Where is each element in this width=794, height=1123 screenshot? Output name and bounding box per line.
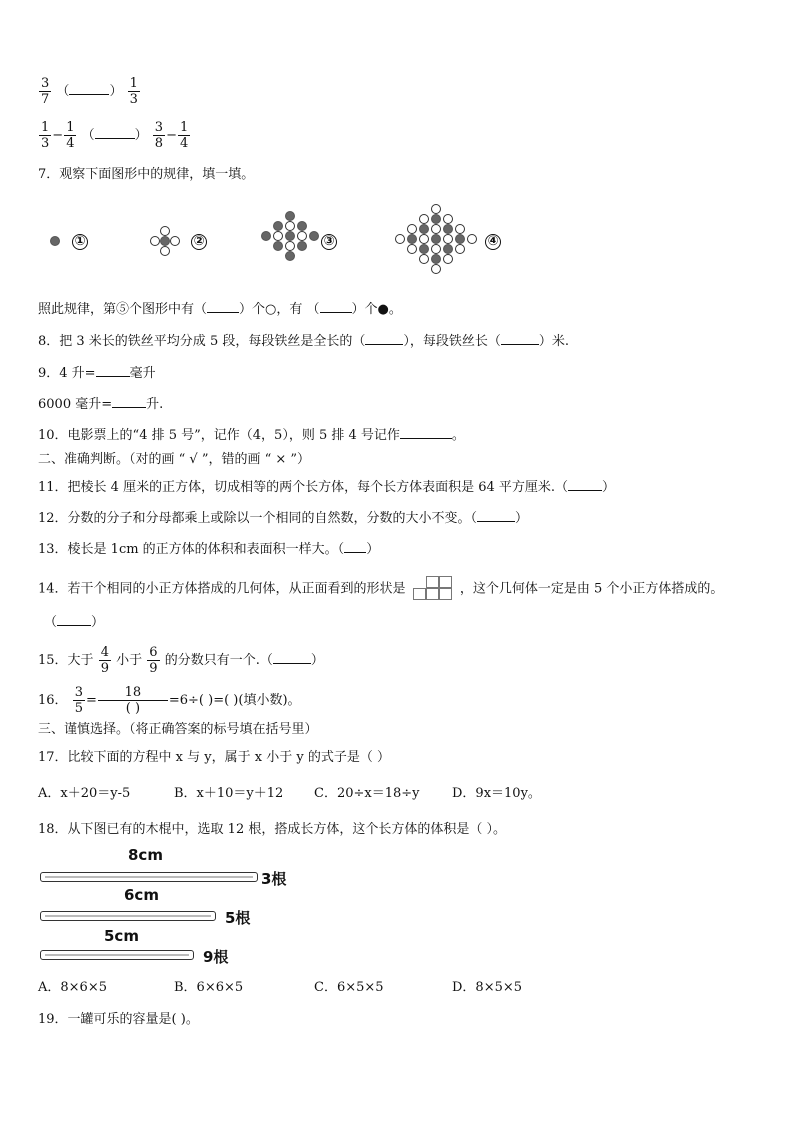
fraction: $\frac{18}{( )}$ <box>98 685 168 716</box>
figure-label-3: ③ <box>321 234 337 250</box>
option-c[interactable]: C．20÷x＝18÷y <box>314 786 420 801</box>
question-11: 11．把棱长 4 厘米的正方体，切成相等的两个长方体，每个长方体表面积是 64 平方厘米.（ ） <box>38 480 616 495</box>
compare-row-1: $\frac{3}{7}$ （ ） $\frac{1}{3}$ <box>41 76 138 107</box>
answer-blank[interactable] <box>96 364 130 377</box>
answer-blank[interactable] <box>501 332 539 345</box>
fraction: $\frac{3}{8}$ <box>154 120 164 151</box>
section-2-heading: 二、准确判断。（对的画 “ √ ”，错的画 “ × ”） <box>38 452 311 467</box>
stick-count-label: 3根 <box>261 870 287 888</box>
stick-6cm <box>40 911 216 921</box>
option-d[interactable]: D．9x＝10y。 <box>452 786 541 801</box>
fraction: $\frac{1}{3}$ <box>129 76 138 107</box>
answer-blank[interactable] <box>320 300 352 313</box>
stick-8cm <box>40 872 258 882</box>
answer-blank[interactable] <box>365 332 403 345</box>
fraction: $\frac{3}{5}$ <box>74 685 83 716</box>
option-d[interactable]: D．8×5×5 <box>452 980 523 995</box>
answer-blank[interactable] <box>112 395 146 408</box>
question-13: 13．棱长是 1cm 的正方体的体积和表面积一样大。（ ） <box>38 542 380 557</box>
option-a[interactable]: A．x＋20＝y-5 <box>38 786 131 801</box>
figure-label-4: ④ <box>485 234 501 250</box>
stick-5cm <box>40 950 194 960</box>
answer-blank[interactable] <box>273 651 311 664</box>
fraction: $\frac{6}{9}$ <box>149 645 158 676</box>
question-18-stem: 18．从下图已有的木棍中，选取 12 根，搭成长方体，这个长方体的体积是（ ）。 <box>38 822 506 837</box>
question-9-b: 6000 毫升= 升. <box>38 397 164 412</box>
front-view-icon <box>412 576 454 602</box>
fraction: $\frac{4}{9}$ <box>100 645 109 676</box>
question-18-options <box>38 979 522 997</box>
question-9-a: 9．4 升= 毫升 <box>38 366 156 381</box>
compare-row-2: $\frac{1}{3}$ − $\frac{1}{4}$ （ ） $\frac{3}{8}$ − $\frac{1}{4}$ <box>41 120 189 151</box>
question-17-stem: 17．比较下面的方程中 x 与 y，属于 x 小于 y 的式子是（ ） <box>38 750 390 765</box>
stick-length-label: 8cm <box>128 846 163 864</box>
answer-blank[interactable] <box>69 82 109 95</box>
question-14: 14．若干个相同的小正方体搭成的几何体，从正面看到的形状是 ，这个几何体一定是由 5 个小正方体搭成的。 <box>38 576 723 602</box>
question-19-stem: 19．一罐可乐的容量是( )。 <box>38 1012 199 1027</box>
answer-blank[interactable] <box>477 509 515 522</box>
option-b[interactable]: B．x＋10＝y＋12 <box>174 786 284 801</box>
option-b[interactable]: B．6×6×5 <box>174 980 244 995</box>
question-14-answer: （ ） <box>44 615 105 630</box>
question-17-options <box>38 785 541 803</box>
question-10: 10．电影票上的“4 排 5 号”，记作（4，5），则 5 排 4 号记作 。 <box>38 428 465 443</box>
fraction: $\frac{1}{3}$ <box>41 120 50 151</box>
section-3-heading: 三、谨慎选择。（将正确答案的标号填在括号里） <box>38 722 318 737</box>
fraction: $\frac{1}{4}$ <box>66 120 75 151</box>
answer-blank[interactable] <box>57 613 91 626</box>
answer-blank[interactable] <box>400 426 452 439</box>
answer-blank[interactable] <box>207 300 239 313</box>
option-c[interactable]: C．6×5×5 <box>314 980 384 995</box>
answer-blank[interactable] <box>568 478 602 491</box>
question-7-answer: 照此规律，第⑤个图形中有（ ）个○，有 （ ）个●。 <box>38 302 402 317</box>
option-a[interactable]: A．8×6×5 <box>38 980 107 995</box>
fraction: $\frac{3}{7}$ <box>41 76 50 107</box>
figure-label-2: ② <box>191 234 207 250</box>
answer-blank[interactable] <box>95 126 135 139</box>
question-16: 16． $\frac{3}{5}$ = $\frac{18}{( )}$ =6÷( )=( )(填小数)。 <box>38 685 301 716</box>
fraction: $\frac{1}{4}$ <box>179 120 189 151</box>
stick-count-label: 5根 <box>225 909 251 927</box>
stick-length-label: 6cm <box>124 886 159 904</box>
question-8: 8．把 3 米长的铁丝平均分成 5 段，每段铁丝是全长的（ ），每段铁丝长（ ）米. <box>38 334 569 349</box>
stick-length-label: 5cm <box>104 927 139 945</box>
answer-blank[interactable] <box>344 540 366 553</box>
question-15: 15．大于 $\frac{4}{9}$ 小于 $\frac{6}{9}$ 的分数只有一个.（ ） <box>38 645 324 676</box>
question-12: 12．分数的分子和分母都乘上或除以一个相同的自然数，分数的大小不变。（ ） <box>38 511 529 526</box>
question-7-stem: 7．观察下面图形中的规律，填一填。 <box>38 167 255 182</box>
stick-count-label: 9根 <box>203 948 229 966</box>
figure-label-1: ① <box>72 234 88 250</box>
